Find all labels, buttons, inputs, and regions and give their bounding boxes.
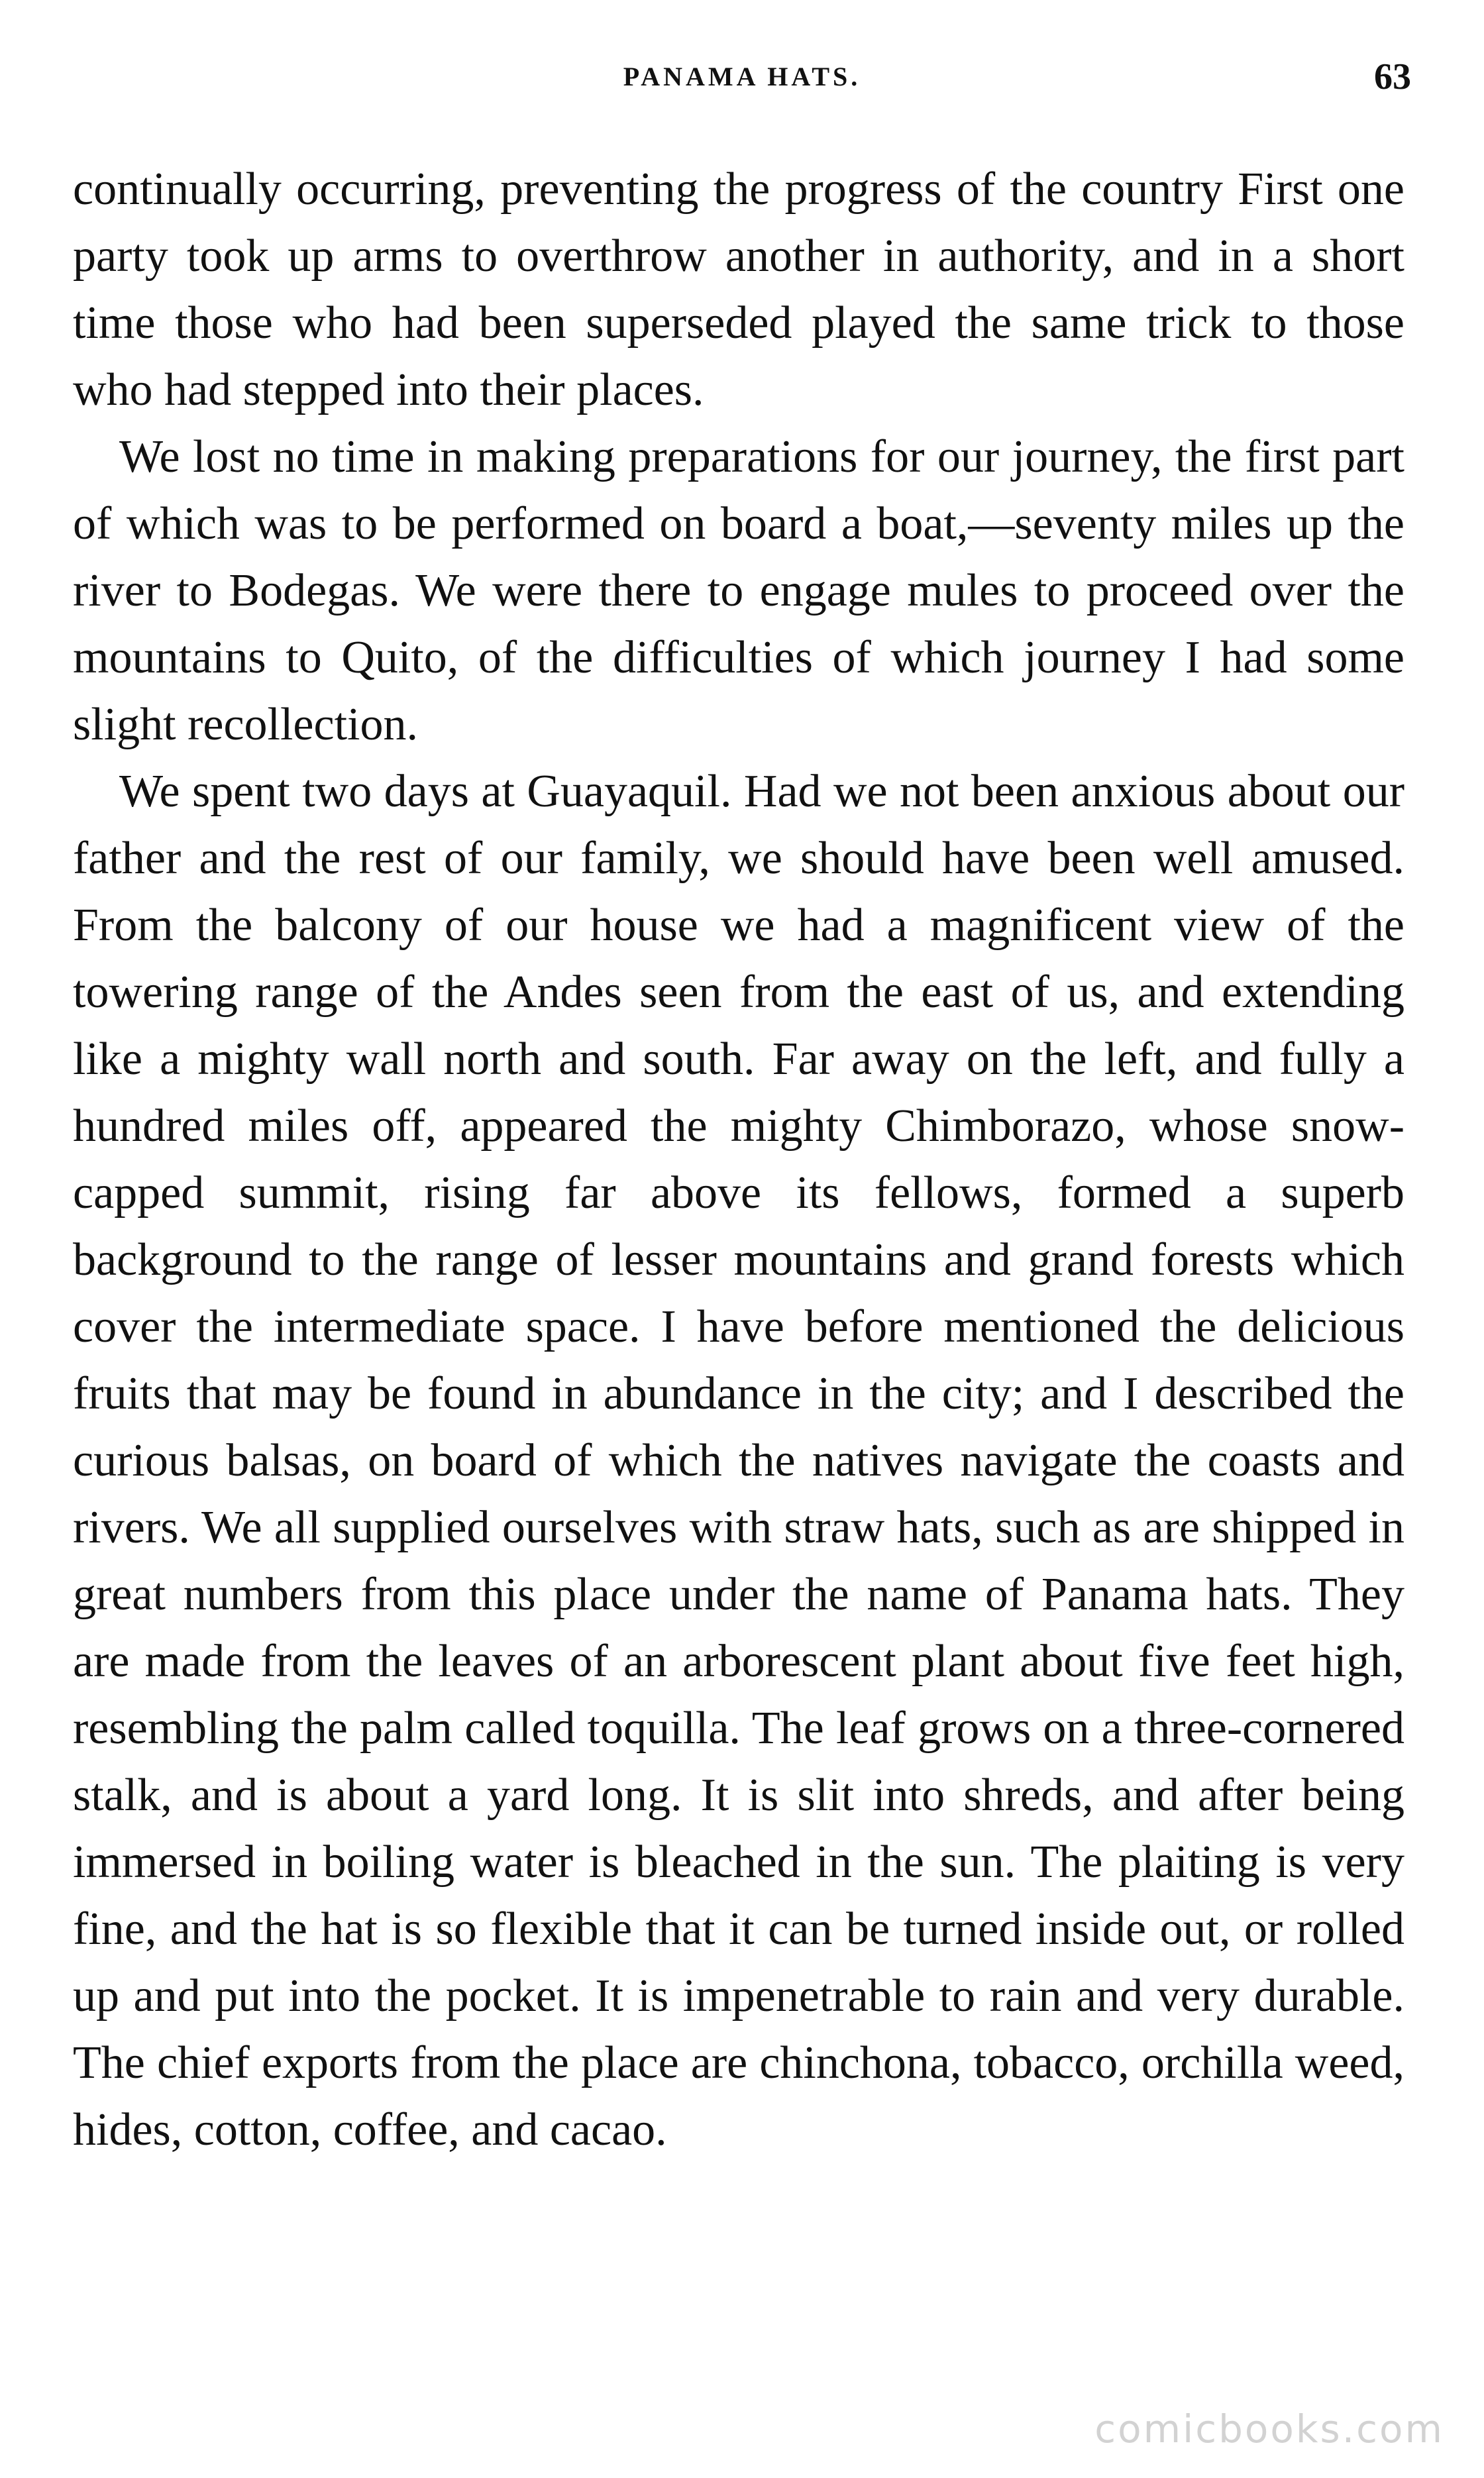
paragraph-3: We spent two days at Guayaquil. Had we not been anxious about our father and the rest of our family, we should have been well amused. From the balcony of our house we had a magnificent view of the towering range of the Andes seen from the east of us, and extending like a mighty wall north and south. Far away on the left, and fully a hundred miles off, appeared the mighty Chimborazo, whose snow-capped summit, rising far above its fellows, formed a superb background to the range of lesser mountains and grand forests which cover the intermediate space. I have before mentioned the delicious fruits that may be found in abundance in the city; and I described the curious balsas, on board of which the natives navigate the coasts and rivers. We all supplied ourselves with straw hats, such as are shipped in great numbers from this place under the name of Panama hats. They are made from the leaves of an arborescent plant about five feet high, resembling the palm called toquilla. The leaf grows on a three-cornered stalk, and is about a yard long. It is slit into shreds, and after being immersed in boiling water is bleached in the sun. The plaiting is very fine, and the hat is so flexible that it can be turned inside out, or rolled up and put into the pocket. It is impenetrable to rain and very durable. The chief exports from the place are chinchona, tobacco, orchilla weed, hides, cotton, coffee, and cacao. [73, 766, 1404, 2155]
body-text [73, 156, 1404, 2163]
page-header [73, 56, 1411, 114]
running-title: PANAMA HATS. [623, 62, 861, 91]
paragraph-2: We lost no time in making preparations for our journey, the first part of which was to be performed on board a boat,—seventy miles up the river to Bodegas. We were there to engage mules to proceed over the mountains to Quito, of the difficulties of which journey I had some slight recollection. [73, 431, 1404, 750]
watermark: comicbooks.com [1094, 2406, 1444, 2451]
paragraph-1: continually occurring, preventing the progress of the country First one party took up arms to overthrow another in authority, and in a short time those who had been superseded played the same trick to those who had stepped into their places. [73, 164, 1404, 415]
page-number: 63 [1374, 56, 1411, 97]
